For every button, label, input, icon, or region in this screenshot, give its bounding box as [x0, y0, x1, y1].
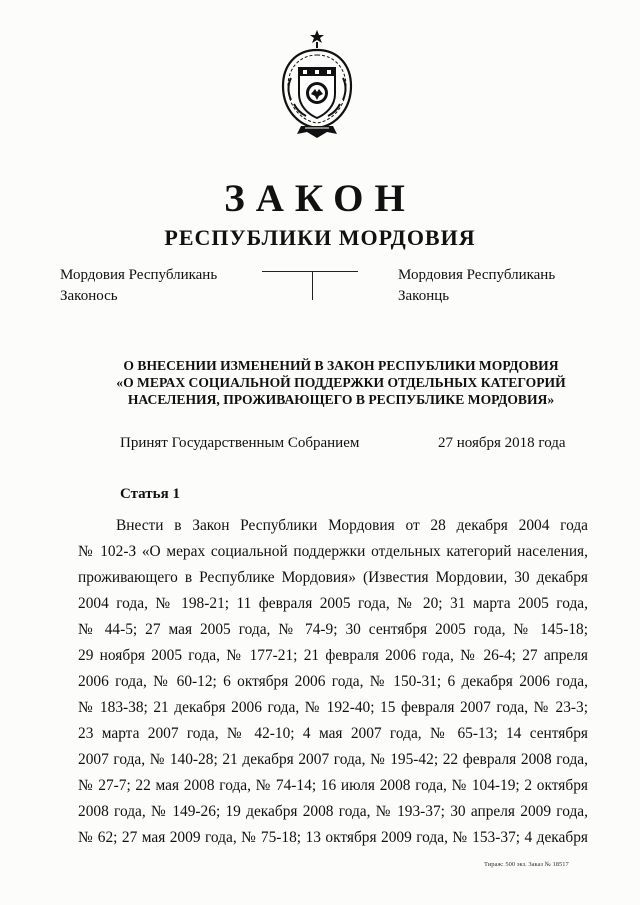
republic-subtitle: РЕСПУБЛИКИ МОРДОВИЯ	[164, 225, 476, 250]
body-line: № 183-38; 21 декабря 2006 года, № 192-40; 15 февраля 2007 года, № 23-3;	[78, 699, 588, 716]
law-title-line: НАСЕЛЕНИЯ, ПРОЖИВАЮЩЕГО В РЕСПУБЛИКЕ МОРДОВИЯ»	[127, 392, 555, 407]
erzya-label-right	[398, 265, 555, 307]
law-title-line: О ВНЕСЕНИИ ИЗМЕНЕНИЙ В ЗАКОН РЕСПУБЛИКИ МОРДОВИЯ	[123, 358, 559, 373]
erzya-label-right-line: Законць	[398, 288, 450, 304]
law-type-title: ЗАКОН	[224, 177, 416, 220]
body-line: № 44-5; 27 мая 2005 года, № 74-9; 30 сентября 2005 года, № 145-18;	[78, 621, 588, 638]
adoption-label: Принят Государственным Собранием	[120, 435, 360, 451]
body-line: проживающего в Республике Мордовия» (Известия Мордовии, 30 декабря	[78, 569, 588, 586]
moksha-label-left-line: Законось	[60, 288, 118, 304]
body-line: 23 марта 2007 года, № 42-10; 4 мая 2007 года, № 65-13; 14 сентября	[78, 725, 588, 742]
law-title	[92, 357, 590, 408]
body-line: № 27-7; 22 мая 2008 года, № 74-14; 16 июля 2008 года, № 104-19; 2 октября	[78, 777, 588, 794]
body-line: Внести в Закон Республики Мордовия от 28 декабря 2004 года	[116, 517, 588, 534]
erzya-label-right-line: Мордовия Республикань	[398, 267, 556, 283]
body-line: № 102-З «О мерах социальной поддержки отдельных категорий населения,	[78, 543, 588, 560]
body-line: 2004 года, № 198-21; 11 февраля 2005 года, № 20; 31 марта 2005 года,	[78, 595, 588, 612]
print-info: Тираж: 500 экз. Заказ № 18517	[484, 861, 569, 868]
article-title: Статья 1	[120, 486, 180, 502]
header-divider-vertical	[312, 271, 313, 300]
moksha-label-left	[60, 265, 217, 307]
body-line: 2008 года, № 149-26; 19 декабря 2008 года, № 193-37; 30 апреля 2009 года,	[78, 803, 588, 820]
body-line: 29 ноября 2005 года, № 177-21; 21 февраля 2006 года, № 26-4; 27 апреля	[78, 647, 588, 664]
header-divider-horizontal	[262, 271, 358, 272]
body-line: 2007 года, № 140-28; 21 декабря 2007 года, № 195-42; 22 февраля 2008 года,	[78, 751, 588, 768]
adoption-date: 27 ноября 2018 года	[438, 435, 566, 451]
body-line: № 62; 27 мая 2009 года, № 75-18; 13 октября 2009 года, № 153-37; 4 декабря	[78, 829, 588, 846]
law-title-line: «О МЕРАХ СОЦИАЛЬНОЙ ПОДДЕРЖКИ ОТДЕЛЬНЫХ КАТЕГОРИЙ	[116, 375, 566, 390]
coat-of-arms-icon	[279, 28, 355, 144]
moksha-label-left-line: Мордовия Республикань	[60, 267, 218, 283]
body-line: 2006 года, № 60-12; 6 октября 2006 года, № 150-31; 6 декабря 2006 года,	[78, 673, 588, 690]
